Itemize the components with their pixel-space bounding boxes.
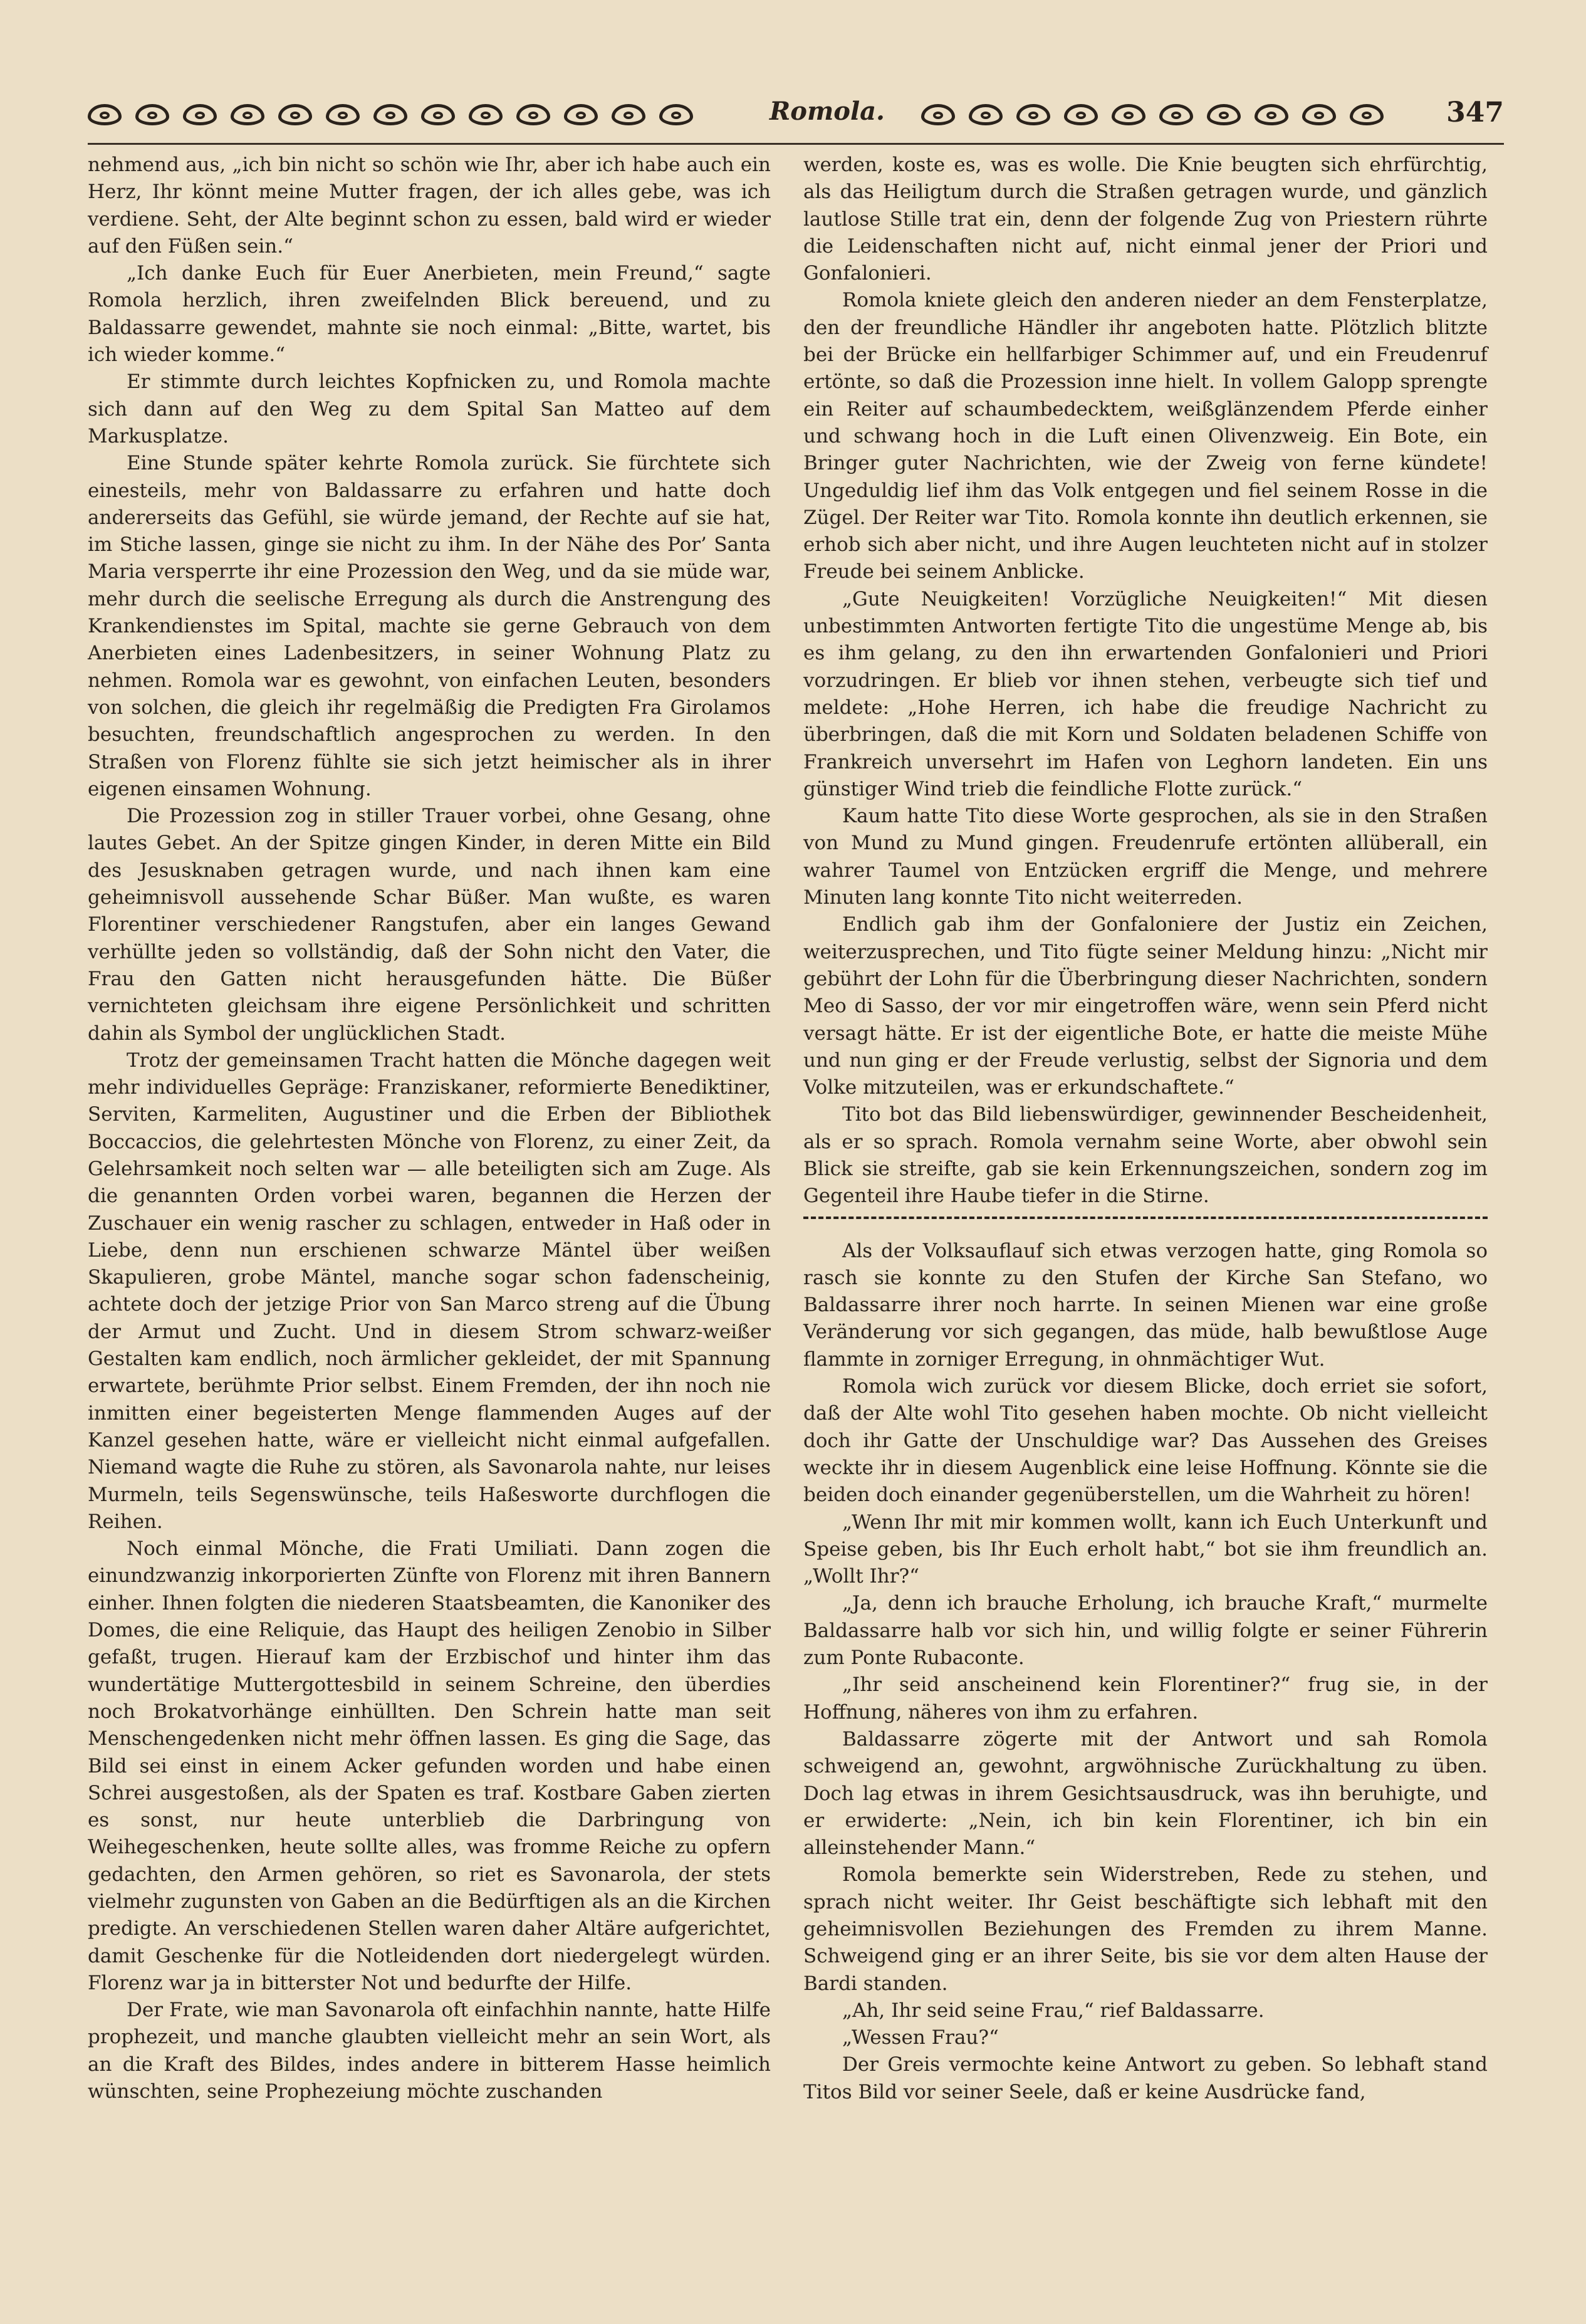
ornament-icon	[278, 104, 312, 125]
paragraph: Er stimmte durch leichtes Kopfnicken zu, und Romola machte sich dann auf den Weg zu dem Spital San Matteo auf dem Markusplatze.	[88, 370, 771, 448]
paragraph: „Gute Neuigkeiten! Vorzügliche Neuigkeiten!“ Mit diesen unbestimmten Antworten fertigte Tito die ungestüme Menge ab, bis es ihm gelang, zu den ihn erwartenden Gonfalonieri und Priori vorzudringen. Er blieb vor ihnen stehen, verbeugte sich tief und meldete: „Hohe Herren, ich habe die freudige Nachricht zu überbringen, daß die mit Korn und Soldaten beladenen Schiffe von Frankreich unversehrt im Hafen von Leghorn landeten. Ein uns günstiger Wind trieb die feindliche Flotte zurück.“	[803, 587, 1488, 800]
paragraph: werden, koste es, was es wolle. Die Knie beugten sich ehrfürchtig, als das Heiligtum durch die Straßen getragen wurde, und gänzlich lautlose Stille trat ein, denn der folgende Zug von Priestern rührte die Leidenschaften nicht auf, nicht einmal jener der Priori und Gonfalonieri.	[803, 154, 1488, 285]
paragraph: Noch einmal Mönche, die Frati Umiliati. Dann zogen die einundzwanzig inkorporierten Zünfte von Florenz mit ihren Bannern einher. Ihnen folgten die niederen Staatsbeamten, die Kanoniker des Domes, die eine Reliquie, das Haupt des heiligen Zenobio in Silber gefaßt, trugen. Hierauf kam der Erzbischof und hinter ihm das wundertätige Muttergottesbild in seinem Schreine, den überdies noch Brokatvorhänge einhüllten. Den Schrein hatte man seit Menschengedenken nicht mehr öffnen lassen. Es ging die Sage, das Bild sei einst in einem Acker gefunden worden und habe einen Schrei ausgestoßen, als der Spaten es traf. Kostbare Gaben zierten es sonst, nur heute unterblieb die Darbringung von Weihegeschenken, heute sollte alles, was fromme Reiche zu opfern gedachten, den Armen gehören, so riet es Savonarola, der stets vielmehr zugunsten von Gaben an die Bedürftigen als an die Kirchen predigte. An verschiedenen Stellen waren daher Altäre aufgerichtet, damit Geschenke für die Notleidenden dort niedergelegt würden. Florenz war ja in bitterster Not und bedurfte der Hilfe.	[88, 1537, 771, 1994]
ornament-icon	[135, 104, 169, 125]
ornament-icon	[516, 104, 550, 125]
paragraph: „Ich danke Euch für Euer Anerbieten, mein Freund,“ sagte Romola herzlich, ihren zweifelnden Blick bereuend, und zu Baldassarre gewendet, mahnte sie noch einmal: „Bitte, wartet, bis ich wieder komme.“	[88, 262, 771, 367]
ornament-icon	[1064, 104, 1098, 125]
paragraph: Tito bot das Bild liebenswürdiger, gewinnender Bescheidenheit, als er so sprach. Romola vernahm seine Worte, aber obwohl sein Blick sie streifte, gab sie kein Erkennungszeichen, sondern zog im Gegenteil ihre Haube tiefer in die Stirne.	[803, 1103, 1488, 1208]
paragraph: „Wenn Ihr mit mir kommen wollt, kann ich Euch Unterkunft und Speise geben, bis Ihr Euch erholt habt,“ bot sie ihm freundlich an. „Wollt Ihr?“	[803, 1510, 1488, 1588]
paragraph: Eine Stunde später kehrte Romola zurück. Sie fürchtete sich einesteils, mehr von Baldassarre zu erfahren und hatte doch andererseits das Gefühl, sie würde jemand, der Rechte auf sie hat, im Stiche lassen, ginge sie nicht zu ihm. In der Nähe des Por’ Santa Maria versperrte ihr eine Prozession den Weg, und da sie müde war, mehr durch die seelische Erregung als durch die Anstrengung des Krankendienstes im Spital, machte sie gerne Gebrauch von dem Anerbieten eines Ladenbesitzers, in seiner Wohnung Platz zu nehmen. Romola war es gewohnt, von einfachen Leuten, besonders von solchen, die gleich ihr regelmäßig die Predigten Fra Girolamos besuchten, freundschaftlich angesprochen zu werden. In den Straßen von Florenz fühlte sie sich jetzt heimischer als in ihrer eigenen einsamen Wohnung.	[88, 452, 771, 800]
ornament-icon	[564, 104, 598, 125]
ornament-icon	[1350, 104, 1384, 125]
paragraph: nehmend aus, „ich bin nicht so schön wie Ihr, aber ich habe auch ein Herz, Ihr könnt meine Mutter fragen, der ich alles gebe, was ich verdiene. Seht, der Alte beginnt schon zu essen, bald wird er wieder auf den Füßen sein.“	[88, 154, 771, 258]
left-column	[88, 152, 771, 2105]
paragraph: Romola wich zurück vor diesem Blicke, doch erriet sie sofort, daß der Alte wohl Tito gesehen haben mochte. Ob nicht vielleicht doch ihr Gatte der Unschuldige war? Das Aussehen des Greises weckte ihr in diesem Augenblick eine leise Hoffnung. Könnte sie die beiden doch einander gegenüberstellen, um die Wahrheit zu hören!	[803, 1375, 1488, 1507]
paragraph: Die Prozession zog in stiller Trauer vorbei, ohne Gesang, ohne lautes Gebet. An der Spitze gingen Kinder, in deren Mitte ein Bild des Jesusknaben getragen wurde, und nach ihnen kam eine geheimnisvoll aussehende Schar Büßer. Man wußte, es waren Florentiner verschiedener Rangstufen, aber ein langes Gewand verhüllte jeden so vollständig, daß der Sohn nicht den Vater, die Frau den Gatten nicht herausgefunden hätte. Die Büßer vernichteten gleichsam ihre eigene Persönlichkeit und schritten dahin als Symbol der unglücklichen Stadt.	[88, 805, 771, 1045]
paragraph: Romola bemerkte sein Widerstreben, Rede zu stehen, und sprach nicht weiter. Ihr Geist beschäftigte sich lebhaft mit den geheimnisvollen Beziehungen des Fremden zu ihrem Manne. Schweigend ging er an ihrer Seite, bis sie vor dem alten Hause der Bardi standen.	[803, 1863, 1488, 1995]
paragraph: Als der Volksauflauf sich etwas verzogen hatte, ging Romola so rasch sie konnte zu den Stufen der Kirche San Stefano, wo Baldassarre ihrer noch harrte. In seinen Mienen war eine große Veränderung vor sich gegangen, das müde, halb bewußtlose Auge flammte in zorniger Erregung, in ohnmächtiger Wut.	[803, 1239, 1488, 1371]
header-rule	[88, 143, 1504, 145]
header-ornament-left	[88, 104, 727, 125]
ornament-icon	[612, 104, 645, 125]
paragraph: Der Greis vermochte keine Antwort zu geben. So lebhaft stand Titos Bild vor seiner Seele, daß er keine Ausdrücke fand,	[803, 2053, 1488, 2103]
ornament-icon	[231, 104, 264, 125]
ornament-icon	[659, 104, 693, 125]
running-title: Romola.	[770, 97, 885, 126]
paragraph: „Ja, denn ich brauche Erholung, ich brauche Kraft,“ murmelte Baldassarre halb vor sich hin, und willig folgte er seiner Führerin zum Ponte Rubaconte.	[803, 1592, 1488, 1670]
ornament-icon	[921, 104, 955, 125]
paragraph: Baldassarre zögerte mit der Antwort und sah Romola schweigend an, gewohnt, argwöhnische Zurückhaltung zu üben. Doch lag etwas in ihrem Gesichtsausdruck, was ihn beruhigte, und er erwiderte: „Nein, ich bin kein Florentiner, ich bin ein alleinstehender Mann.“	[803, 1727, 1488, 1860]
ornament-icon	[1255, 104, 1288, 125]
ornament-icon	[183, 104, 217, 125]
paragraph: „Ihr seid anscheinend kein Florentiner?“ frug sie, in der Hoffnung, näheres von ihm zu erfahren.	[803, 1673, 1488, 1724]
section-break-dashed-rule	[803, 1217, 1488, 1230]
page-number: 347	[1446, 97, 1504, 128]
ornament-icon	[326, 104, 360, 125]
running-header	[88, 94, 1504, 138]
ornament-icon	[1112, 104, 1145, 125]
paragraph: Endlich gab ihm der Gonfaloniere der Justiz ein Zeichen, weiterzusprechen, und Tito fügte seiner Meldung hinzu: „Nicht mir gebührt der Lohn für die Überbringung dieser Nachrichten, sondern Meo di Sasso, der vor mir eingetroffen wäre, wenn sein Pferd nicht versagt hätte. Er ist der eigentliche Bote, er hatte die meiste Mühe und nun ging er der Freude verlustig, selbst der Signoria und dem Volke mitzuteilen, was er erkundschaftete.“	[803, 913, 1488, 1099]
paragraph: Romola kniete gleich den anderen nieder an dem Fensterplatze, den der freundliche Händler ihr angeboten hatte. Plötzlich blitzte bei der Brücke ein hellfarbiger Schimmer auf, und ein Freudenruf ertönte, so daß die Prozession inne hielt. In vollem Galopp sprengte ein Reiter auf schaumbedecktem, weißglänzendem Pferde einher und schwang hoch in die Luft einen Olivenzweig. Ein Bote, ein Bringer guter Nachrichten, wie der Zweig von ferne kündete! Ungeduldig lief ihm das Volk entgegen und fiel seinem Rosse in die Zügel. Der Reiter war Tito. Romola konnte ihn deutlich erkennen, sie erhob sich aber nicht, und ihre Augen leuchteten nicht auf in stolzer Freude bei seinem Anblicke.	[803, 289, 1488, 584]
ornament-icon	[88, 104, 122, 125]
paragraph: Trotz der gemeinsamen Tracht hatten die Mönche dagegen weit mehr individuelles Gepräge: Franziskaner, reformierte Benediktiner, Serviten, Karmeliten, Augustiner und die Erben der Bibliothek Boccaccios, die gelehrtesten Mönche von Florenz, zu einer Zeit, da Gelehrsamkeit noch selten war — alle beteiligten sich am Zuge. Als die genannten Orden vorbei waren, begannen die Herzen der Zuschauer ein wenig rascher zu schlagen, entweder in Haß oder in Liebe, denn nun erschienen schwarze Mäntel über weißen Skapulieren, grobe Mäntel, manche sogar schon fadenscheinig, achtete doch der jetzige Prior von San Marco streng auf die Übung der Armut und Zucht. Und in diesem Strom schwarz-weißer Gestalten kam endlich, noch ärmlicher gekleidet, der mit Spannung erwartete, berühmte Prior selbst. Einem Fremden, der ihn noch nie inmitten einer begeisterten Menge flammenden Auges auf der Kanzel gesehen hatte, wäre er vielleicht nicht einmal aufgefallen. Niemand wagte die Ruhe zu stören, als Savonarola nahte, nur leises Murmeln, teils Segenswünsche, teils Haßesworte durchflogen die Reihen.	[88, 1049, 771, 1533]
paragraph: Kaum hatte Tito diese Worte gesprochen, als sie in den Straßen von Mund zu Mund gingen. Freudenrufe ertönten allüberall, ein wahrer Taumel von Entzücken ergriff die Menge, und mehrere Minuten lang konnte Tito nicht weiterreden.	[803, 805, 1488, 909]
header-ornament-right	[921, 104, 1422, 125]
ornament-icon	[1302, 104, 1336, 125]
ornament-icon	[421, 104, 455, 125]
ornament-icon	[373, 104, 407, 125]
right-column	[803, 152, 1488, 2106]
ornament-icon	[969, 104, 1003, 125]
ornament-icon	[1207, 104, 1241, 125]
ornament-icon	[469, 104, 503, 125]
ornament-icon	[1159, 104, 1193, 125]
paragraph: „Ah, Ihr seid seine Frau,“ rief Baldassarre.	[842, 1999, 1265, 2022]
paragraph: Der Frate, wie man Savonarola oft einfachhin nannte, hatte Hilfe prophezeit, und manche glaubten vielleicht mehr an sein Wort, als an die Kraft des Bildes, indes andere in bitterem Hasse heimlich wünschten, seine Prophezeiung möchte zuschanden	[88, 1999, 771, 2103]
paragraph: „Wessen Frau?“	[842, 2026, 999, 2049]
ornament-icon	[1016, 104, 1050, 125]
